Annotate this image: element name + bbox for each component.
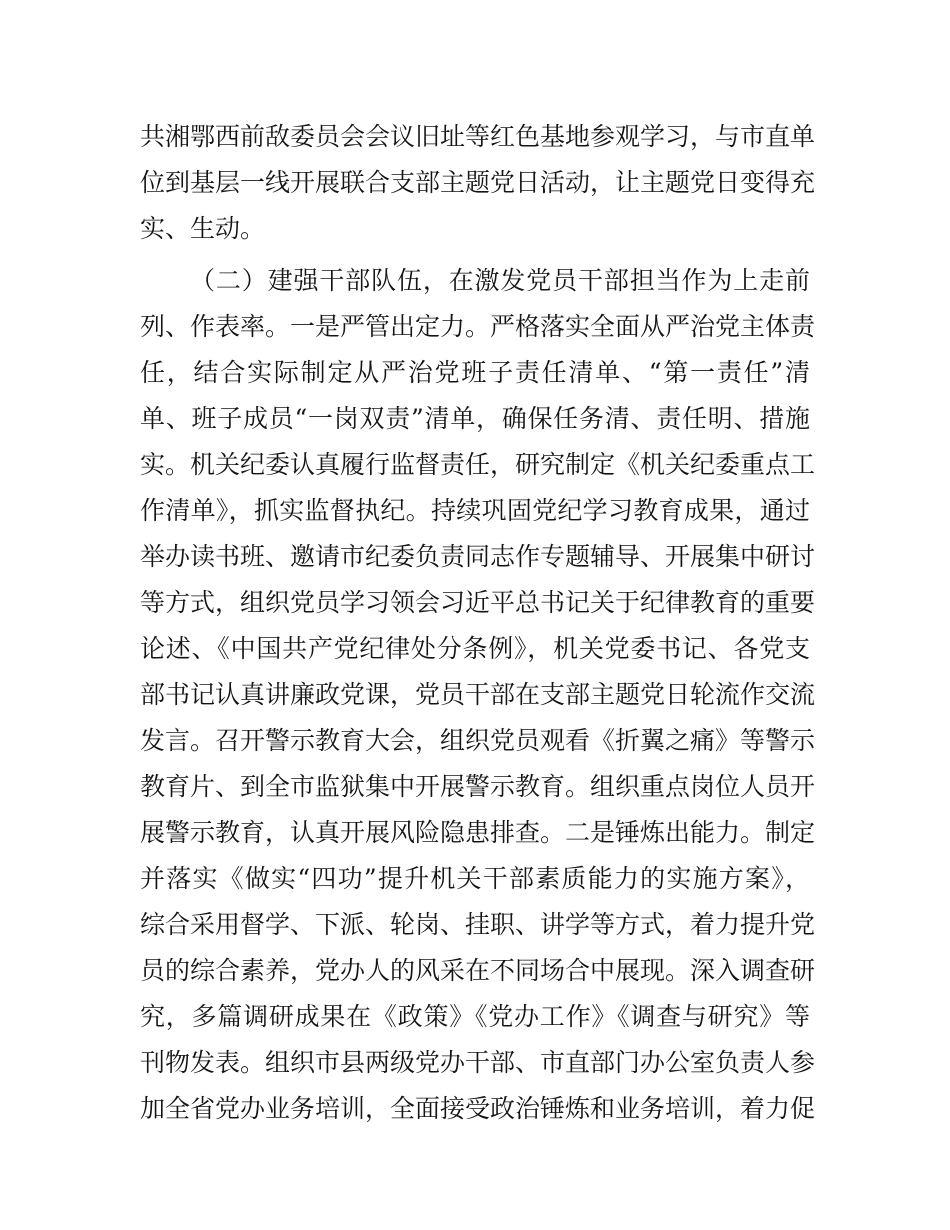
text-line: 实、生动。	[140, 214, 266, 243]
text-line: 位到基层一线开展联合支部主题党日活动，让主题党日变得充	[140, 168, 816, 197]
paragraph-1	[140, 114, 816, 252]
text-line	[140, 1132, 810, 1178]
text-line: 等方式，组织党员学习领会习近平总书记关于纪律教育的重要	[140, 588, 816, 617]
text-line: （二）建强干部队伍，在激发党员干部担当作为上走前	[190, 266, 810, 295]
paragraph-2	[140, 258, 816, 1178]
text-line: 列、作表率。一是严管出定力。严格落实全面从严治党主体责	[140, 312, 816, 341]
text-line: 作清单》，抓实监督执纪。持续巩固党纪学习教育成果，通过	[140, 496, 810, 525]
text-line: 刊物发表。组织市县两级党办干部、市直部门办公室负责人参	[140, 1048, 816, 1077]
text-line: 部书记认真讲廉政党课，党员干部在支部主题党日轮流作交流	[140, 680, 816, 709]
text-line: 论述、《中国共产党纪律处分条例》，机关党委书记、各党支	[140, 634, 810, 663]
text-line: 教育片、到全市监狱集中开展警示教育。组织重点岗位人员开	[140, 772, 816, 801]
text-line: 综合采用督学、下派、轮岗、挂职、讲学等方式，着力提升党	[140, 910, 816, 939]
text-line: 举办读书班、邀请市纪委负责同志作专题辅导、开展集中研讨	[140, 542, 816, 571]
text-line: 共湘鄂西前敌委员会会议旧址等红色基地参观学习，与市直单	[140, 122, 816, 151]
text-line: 发言。召开警示教育大会，组织党员观看《折翼之痛》等警示	[140, 726, 816, 755]
text-line: 究，多篇调研成果在《政策》《党办工作》《调查与研究》等	[140, 1002, 810, 1031]
text-line: 展警示教育，认真开展风险隐患排查。二是锤炼出能力。制定	[140, 818, 816, 847]
text-line: 加全省党办业务培训，全面接受政治锤炼和业务培训，着力促	[140, 1094, 816, 1123]
text-line: 并落实《做实“四功”提升机关干部素质能力的实施方案》，	[140, 864, 810, 893]
text-line: 员的综合素养，党办人的风采在不同场合中展现。深入调查研	[140, 956, 816, 985]
text-line: 任，结合实际制定从严治党班子责任清单、“第一责任”清	[140, 358, 810, 387]
text-line: 单、班子成员“一岗双责”清单，确保任务清、责任明、措施	[140, 404, 810, 433]
text-line: 实。机关纪委认真履行监督责任，研究制定《机关纪委重点工	[140, 450, 816, 479]
